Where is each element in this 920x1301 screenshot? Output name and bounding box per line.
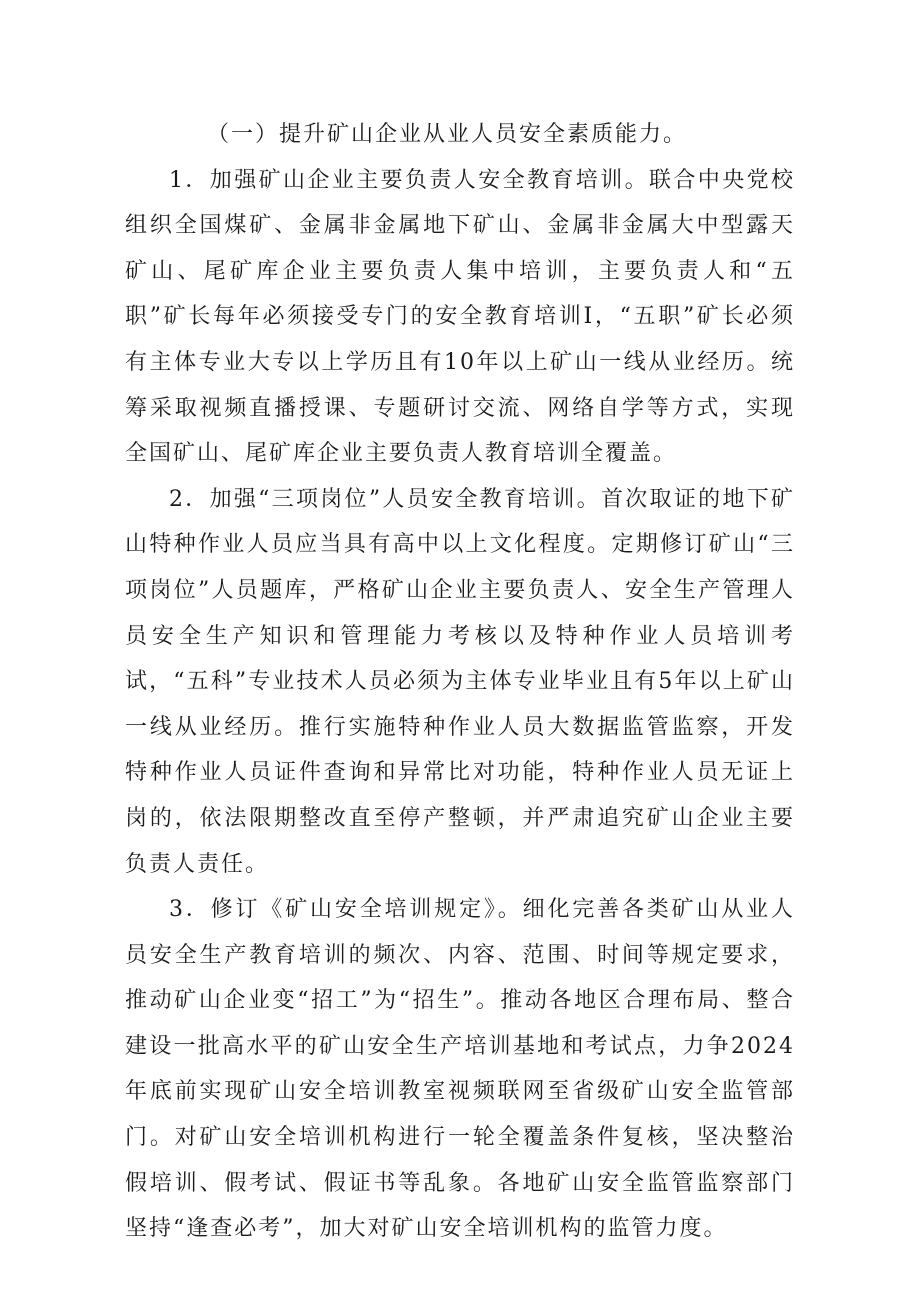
paragraph-3: 3．修订《矿山安全培训规定》。细化完善各类矿山从业人员安全生产教育培训的频次、内容、范围、时间等规定要求，推动矿山企业变“招工”为“招生”。推动各地区合理布局、整合建设一批高水平的矿山安全生产培训基地和考试点，力争2024年底前实现矿山安全培训教室视频联网至省级矿山安全监管部门。对矿山安全培训机构进行一轮全覆盖条件复核，坚决整治假培训、假考试、假证书等乱象。各地矿山安全监管监察部门坚持“逢查必考”，加大对矿山安全培训机构的监管力度。 [125,897,795,1242]
paragraph-1: 1．加强矿山企业主要负责人安全教育培训。联合中央党校组织全国煤矿、金属非金属地下矿山、金属非金属大中型露天矿山、尾矿库企业主要负责人集中培训，主要负责人和“五职”矿长每年必须接受专门的安全教育培训I，“五职”矿长必须有主体专业大专以上学历且有10年以上矿山一线从业经历。统筹采取视频直播授课、专题研讨交流、网络自学等方式，实现全国矿山、尾矿库企业主要负责人教育培训全覆盖。 [125,167,795,467]
section-heading: （一）提升矿山企业从业人员安全素质能力。 [207,122,688,147]
document-body [125,112,795,1252]
paragraph-2: 2．加强“三项岗位”人员安全教育培训。首次取证的地下矿山特种作业人员应当具有高中以上文化程度。定期修订矿山“三项岗位”人员题库，严格矿山企业主要负责人、安全生产管理人员安全生产知识和管理能力考核以及特种作业人员培训考试，“五科”专业技术人员必须为主体专业毕业且有5年以上矿山一线从业经历。推行实施特种作业人员大数据监管监察，开发特种作业人员证件查询和异常比对功能，特种作业人员无证上岗的，依法限期整改直至停产整顿，并严肃追究矿山企业主要负责人责任。 [125,486,795,877]
